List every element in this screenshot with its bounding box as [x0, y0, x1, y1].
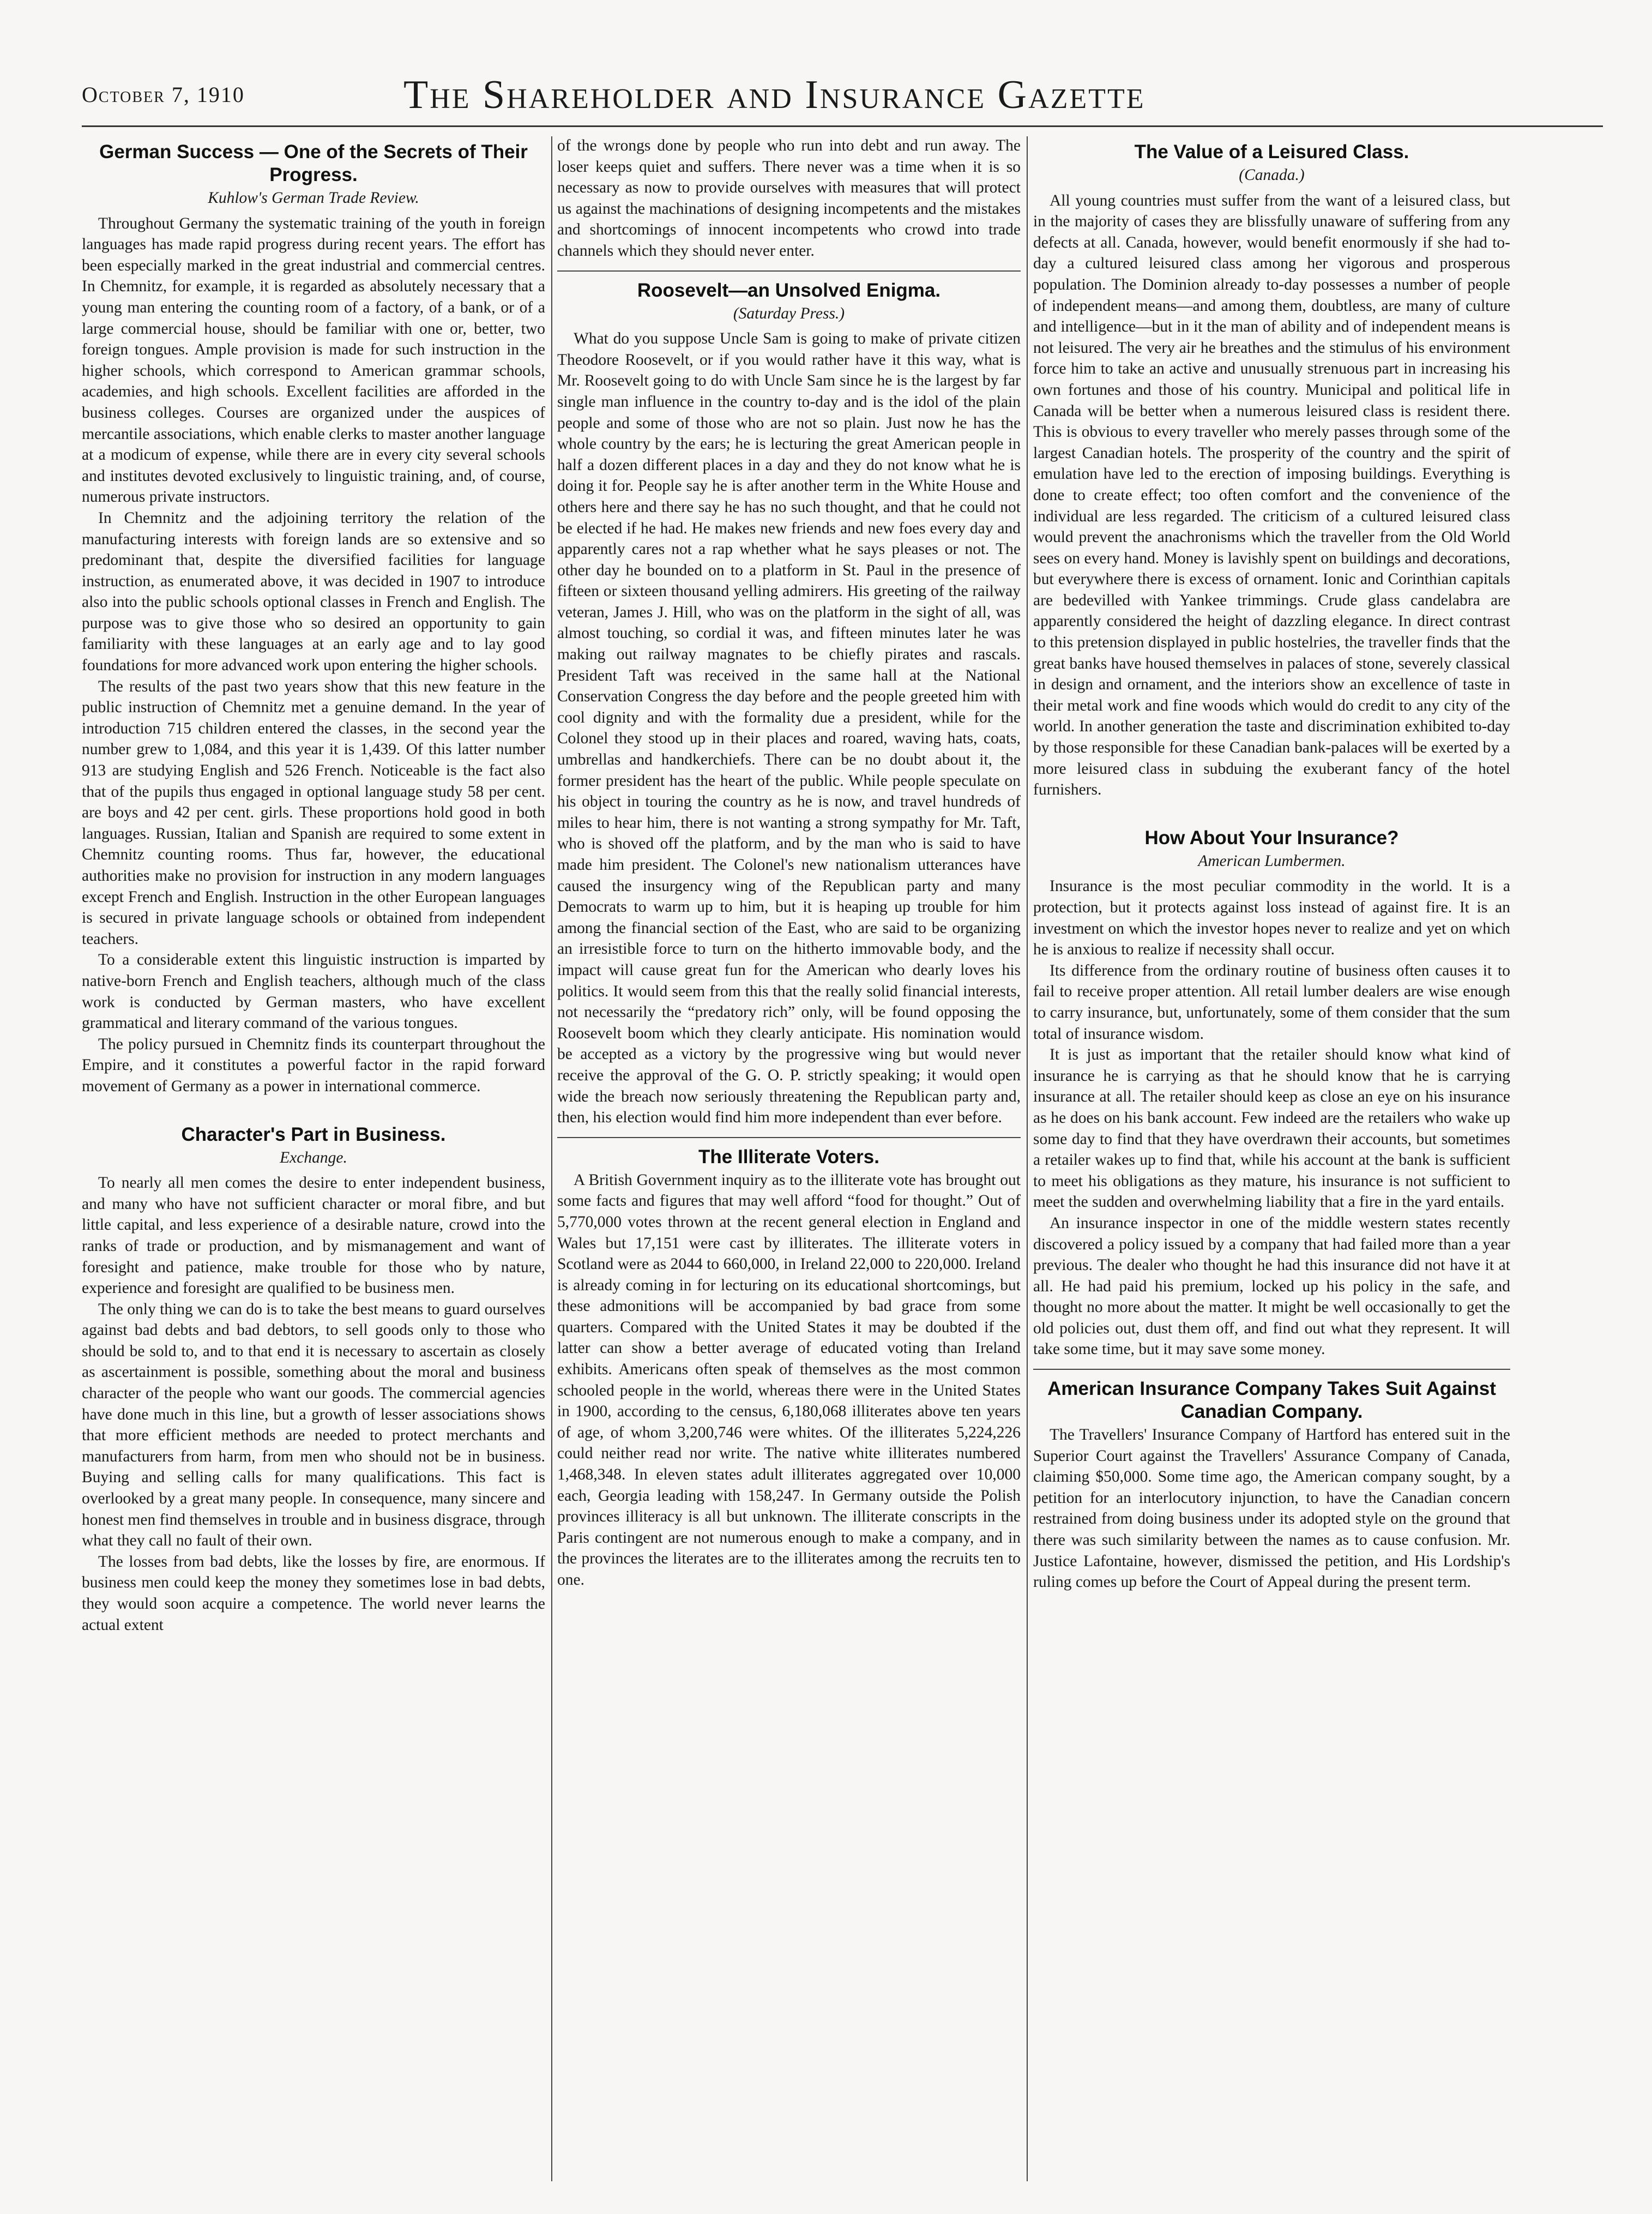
column-3 — [1033, 135, 1510, 2186]
article-paragraph: The Travellers' Insurance Company of Hartford has entered suit in the Superior Court against the Travellers' Assurance Company of Canada, claiming $50,000. Some time ago, the American company sought, by a petition for an interlocutory injunction, to have the Canadian concern restrained from doing business under its adopted style on the ground that there was such similarity between the names as to cause confusion. Mr. Justice Lafontaine, however, dismissed the petition, and His Lordship's ruling comes up before the Court of Appeal during the present term. — [1033, 1426, 1510, 1591]
article-continuation: of the wrongs done by people who run into debt and run away. The loser keeps quiet and suffers. There never was a time when it is so necessary as now to provide ourselves with measures that will protect us against the machinations of designing incompetents and the mistakes and shortcomings of innocent incompetents who crowd into trade channels which they should never enter. — [557, 137, 1021, 260]
article-source: (Canada.) — [1239, 166, 1305, 184]
article-paragraph: A British Government inquiry as to the illiterate vote has brought out some facts and figures that may well afford “food for thought.” Out of 5,770,000 votes thrown at the recent general election in England and Wales but 17,151 were cast by illiterates. The illiterate voters in Scotland were as 2044 to 660,000, in Ireland 22,000 to 220,000. Ireland is already coming in for lecturing on its educational shortcomings, but these admonitions will be accompanied by bad grace from some quarters. Compared with the United States it may be doubted if the latter can show a better average of educated voting than Ireland exhibits. Americans often speak of themselves as the most common schooled people in the world, whereas there were in the United States in 1900, according to the census, 6,180,068 illiterates above ten years of age, of whom 3,200,746 were whites. Of the illiterates 5,224,226 could neither read nor write. The native white illiterates numbered 1,468,348. In eleven states adult illiterates aggregated over 10,000 each, Georgia leading with 158,247. In Germany outside the Polish provinces illiteracy is all but unknown. The illiterate conscripts in the Paris contingent are not numerous enough to make a company, and in the provinces the literates are to the illiterates among the recruits ten to one. — [557, 1171, 1021, 1589]
column-rule — [551, 136, 552, 2181]
article-paragraph: To a considerable extent this linguistic instruction is imparted by native-born French and English teachers, although much of the class work is conducted by German masters, who have excellent grammatical and literary command of the various tongues. — [82, 951, 545, 1032]
article-source: American Lumbermen. — [1198, 852, 1346, 870]
article-heading: How About Your Insurance? — [1144, 827, 1399, 849]
column-2 — [557, 135, 1021, 2186]
issue-date: October 7, 1910 — [82, 82, 245, 107]
section-divider — [557, 1137, 1021, 1138]
article-source: Kuhlow's German Trade Review. — [208, 189, 419, 207]
article-paragraph: An insurance inspector in one of the middle western states recently discovered a policy issued by a company that had failed more than a year previous. The dealer who thought he had this insurance did not have it at all. He had paid his premium, locked up his policy in the safe, and thought no more about the matter. It might be well occasionally to get the old policies out, dust them off, and find out what they represent. It will take some time, but it may save some money. — [1033, 1214, 1510, 1358]
section-divider — [1033, 1369, 1510, 1370]
newspaper-title: The Shareholder and Insurance Gazette — [403, 73, 1145, 117]
article-heading: The Value of a Leisured Class. — [1134, 141, 1409, 163]
article-paragraph: Insurance is the most peculiar commodity in the world. It is a protection, but it protects against loss instead of against fire. It is an investment on which the investor hopes never to realize and yet on which he is anxious to realize if necessity shall occur. — [1033, 877, 1510, 959]
article-paragraph: It is just as important that the retailer should know what kind of insurance he is carrying as that he should know that he is carrying insurance at all. The retailer should keep as close an eye on his insurance as he does on his bank account. Few indeed are the retailers who wake up some day to find that they have overdrawn their accounts, but sometimes a retailer wakes up to find that, while his account at the bank is sufficient to meet his obligations as they mature, his insurance is not sufficient to meet the sudden and overwhelming liability that a fire in the yard entails. — [1033, 1046, 1510, 1211]
article-paragraph: In Chemnitz and the adjoining territory the relation of the manufacturing interests with foreign lands are so extensive and so predominant that, despite the diversified facilities for language instruction, as enumerated above, it was decided in 1907 to introduce also into the public schools optional classes in French and English. The purpose was to give those who so desired an opportunity to gain familiarity with these languages at an early age and to lay good foundations for more advanced work upon entering the higher schools. — [82, 509, 545, 675]
article-paragraph: What do you suppose Uncle Sam is going to make of private citizen Theodore Roosevelt, or if you would rather have it this way, what is Mr. Roosevelt going to do with Uncle Sam since he is the largest by far single man influence in the country to-day and is the idol of the plain people and some of those who are not so plain. Just now he has the whole country by the ears; he is lecturing the great American people in half a dozen different places in a day and they do not know what he is doing it for. People say he is after another term in the White House and others here and there say he has no such thought, and that he could not be elected if he had. He makes new friends and new foes every day and apparently cares not a rap whether what he says pleases or not. The other day he bounded on to a platform in St. Paul in the presence of fifteen or sixteen thousand yelling admirers. His greeting of the railway veteran, James J. Hill, who was on the platform in the sight of all, was almost touching, so cordial it was, and fifteen minutes later he was making out railway magnates to be chiefly pirates and rascals. President Taft was received in the same hall at the National Conservation Congress the day before and the people greeted him with cool dignity and with the formality due a president, while for the Colonel they stood up in their places and roared, waving hats, coats, umbrellas and handkerchiefs. There can be no doubt about it, the former president has the heart of the public. While people speculate on his object in touring the country as he is now, and travel hundreds of miles to hear him, there is not wanting a strong sympathy for Mr. Taft, who is shoved off the platform, and by the man who is said to have made him president. The Colonel's new nationalism utterances have caused the insurgency wing of the Republican party and many Democrats to warm up to him, but it is heaping up trouble for him among the financial section of the East, who are said to be organizing an irresistible force to turn on the hitherto immovable body, and the impact will cause great fun for the American who dearly loves his politics. It would seem from this that the really solid financial interests, not necessarily the “predatory rich” only, will be found opposing the Roosevelt boom which they clearly anticipate. His nomination would be accepted as a victory by the progressive wing but would never receive the approval of the G. O. P. strictly speaking; it would open wide the breach now seriously threatening the Republican party and, then, his election would find him more independent than ever before. — [557, 330, 1021, 1127]
article-heading: The Illiterate Voters. — [698, 1146, 879, 1168]
article-paragraph: All young countries must suffer from the want of a leisured class, but in the majority of cases they are blissfully unaware of suffering from any defects at all. Canada, however, would benefit enormously if she had to-day a cultured leisured class among her vigorous and prosperous population. The Dominion already to-day possesses a number of people of independent means—and among them, doubtless, are many of culture and intelligence—but in it the man of ability and of independent means is not leisured. The very air he breathes and the stimulus of his environment force him to take an active and unusually strenuous part in increasing his own fortunes and those of his country. Municipal and political life in Canada will be better when a numerous leisured class is resident there. This is obvious to every traveller who merely passes through some of the largest Canadian hotels. The prosperity of the country and the spirit of emulation have led to the erection of imposing buildings. Everything is done to create effect; too often comfort and the convenience of the individual are less regarded. The criticism of a cultured leisured class would prevent the anachronisms which the traveller from the Old World sees on every hand. Money is lavishly spent on buildings and decorations, but everywhere there is excess of ornament. Ionic and Corinthian capitals are bedevilled with Yankee trimmings. Crude glass candelabra are apparently considered the height of dazzling elegance. In direct contrast to this pretension displayed in public hostelries, the traveller finds that the great banks have housed themselves in palaces of stone, severely classical in design and ornament, and the interiors show an excellence of taste in their metal work and fine woods which would do credit to any city of the world. In another generation the taste and discrimination exhibited to-day by those responsible for these Canadian bank-palaces will be exerted by a more leisured class in subduing the exuberant fancy of the hotel furnishers. — [1033, 191, 1510, 799]
article-paragraph: To nearly all men comes the desire to enter independent business, and many who have not sufficient character or moral fibre, and but little capital, and less experience of a desirable nature, crowd into the ranks of trade or production, and by mismanagement and want of foresight and patience, make trouble for those who by nature, experience and foresight are qualified to be business men. — [82, 1174, 545, 1297]
article-heading: German Success — One of the Secrets of Their Progress. — [99, 141, 528, 185]
section-divider — [557, 270, 1021, 272]
article-paragraph: Throughout Germany the systematic training of the youth in foreign languages has made rapid progress during recent years. The effort has been especially marked in the great industrial and commercial centres. In Chemnitz, for example, it is regarded as absolutely necessary that a young man entering the counting room of a factory, of a bank, or of a large commercial house, should be familiar with one or, better, two foreign tongues. Ample provision is made for such instruction in the higher schools, which correspond to American grammar schools, academies, and high schools. Excellent facilities are afforded in the business colleges. Courses are organized under the auspices of mercantile associations, which enable clerks to master another language at a modicum of expense, while there are in every city several schools and institutes devoted exclusively to linguistic training, and, of course, numerous private instructors. — [82, 214, 545, 506]
article-heading: Character's Part in Business. — [181, 1123, 446, 1145]
column-1 — [82, 135, 545, 2186]
article-paragraph: The losses from bad debts, like the losses by fire, are enormous. If business men could keep the money they sometimes lose in bad debts, they would soon acquire a competence. The world never learns the actual extent — [82, 1553, 545, 1634]
article-source: (Saturday Press.) — [733, 304, 845, 322]
article-paragraph: Its difference from the ordinary routine of business often causes it to fail to receive proper attention. All retail lumber dealers are wise enough to carry insurance, but, unfortunately, some of them consider that the sum total of insurance wisdom. — [1033, 961, 1510, 1043]
article-paragraph: The results of the past two years show that this new feature in the public instruction of Chemnitz met a genuine demand. In the year of introduction 715 children entered the classes, in the second year the number grew to 1,084, and this year it is 1,439. Of this latter number 913 are studying English and 526 French. Noticeable is the fact also that of the pupils thus engaged in optional language study 58 per cent. are boys and 42 per cent. girls. These proportions hold good in both languages. Russian, Italian and Spanish are required to some extent in Chemnitz counting rooms. Thus far, however, the educational authorities make no provision for instruction in any modern languages except French and English. Instruction in the other European languages is secured in private language schools or obtained from independent teachers. — [82, 677, 545, 948]
masthead — [82, 65, 1603, 127]
article-paragraph: The only thing we can do is to take the best means to guard ourselves against bad debts and bad debtors, to sell goods only to those who should be sold to, and to that end it is necessary to ascertain as closely as ascertainment is possible, something about the moral and business character of the people who want our goods. The commercial agencies have done much in this line, but a growth of lesser associations shows that more efficient methods are needed to protect merchants and manufacturers from harm, from men who should not be in business. Buying and selling calls for many qualifications. This fact is overlooked by a great many people. In consequence, many sincere and honest men find themselves in trouble and in business disgrace, through what they call no fault of their own. — [82, 1300, 545, 1550]
article-paragraph: The policy pursued in Chemnitz finds its counterpart throughout the Empire, and it constitutes a powerful factor in the rapid forward movement of Germany as a power in international commerce. — [82, 1035, 545, 1095]
article-heading: Roosevelt—an Unsolved Enigma. — [637, 279, 941, 301]
column-rule — [1027, 136, 1028, 2181]
article-source: Exchange. — [280, 1148, 347, 1166]
article-heading: American Insurance Company Takes Suit Against Canadian Company. — [1047, 1378, 1496, 1423]
